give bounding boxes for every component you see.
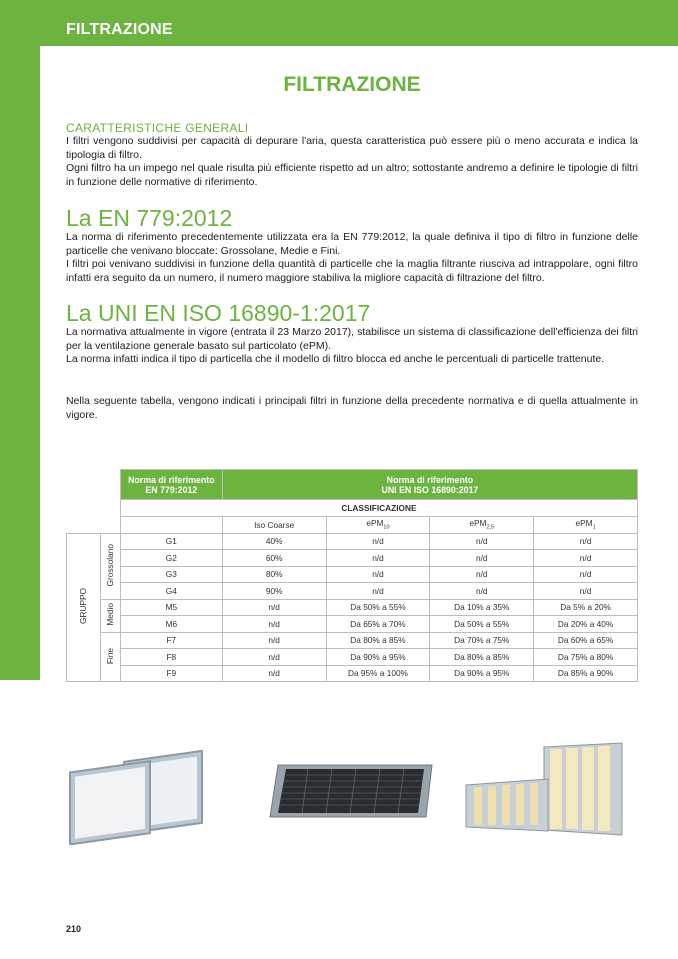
general-paragraph-1: I filtri vengono suddivisi per capacità di depurare l'aria, questa caratteristica può essere più o meno accurata e indica la tipologia di filtro. [66,135,638,161]
cell-cls: G4 [120,583,222,600]
cell-epm10: Da 90% a 95% [326,649,430,666]
filter-classification-table [66,469,638,682]
side-band [0,0,40,680]
cell-epm1: n/d [534,550,638,567]
group-label-cell: GRUPPO [67,533,101,682]
group-fine-cell: Fine [100,632,120,682]
cell-coarse: n/d [222,599,326,616]
cell-epm25: n/d [430,533,534,550]
general-paragraph-2: Ogni filtro ha un impego nel quale risulta più efficiente rispetto ad un altro; sottostante andremo a definire le tipologie di filtri in funzione delle normative di riferimento. [66,162,638,188]
en779-section [66,205,638,285]
col-epm1: ePM$_1$ [534,517,638,534]
table-intro [66,395,638,422]
table-row [67,566,638,583]
cell-epm1: n/d [534,566,638,583]
classification-label: CLASSIFICAZIONE [120,500,637,517]
cell-cls: G1 [120,533,222,550]
iso16890-paragraph-1: La normativa attualmente in vigore (entrata il 23 Marzo 2017), stabilisce un sistema di classificazione dell'efficienza dei filtri per la ventilazione generale basato sul particolato (ePM). [66,326,638,352]
cell-epm25: Da 50% a 55% [430,616,534,633]
table-row [67,665,638,682]
cell-epm10: Da 65% a 70% [326,616,430,633]
table-intro-text: Nella seguente tabella, vengono indicati i principali filtri in funzione della precedente normativa e di quella attualmente in vigore. [66,395,638,421]
page-number: 210 [66,924,82,934]
cell-epm10: Da 50% a 55% [326,599,430,616]
cell-epm10: n/d [326,583,430,600]
col-epm10: ePM$_{10}$ [326,517,430,534]
panel-filter-front [70,761,150,844]
cell-coarse: n/d [222,649,326,666]
en779-paragraph-2: I filtri poi venivano suddivisi in funzione della quantità di particelle che la maglia filtrante riusciva ad intrappolare, ogni filtro infatti era seguito da un numero, il numero maggiore stabiliva la migliore capacità di filtrazione del filtro. [66,258,638,284]
table-row [67,550,638,567]
grid-filter-image [268,735,438,825]
cell-epm25: n/d [430,566,534,583]
table-row [67,632,638,649]
iso16890-paragraph-2: La norma infatti indica il tipo di particella che il modello di filtro blocca ed anche le percentuali di particelle trattenute. [66,353,605,366]
iso16890-heading: La UNI EN ISO 16890-1:2017 [66,300,371,326]
cell-epm1: Da 5% a 20% [534,599,638,616]
cell-cls: F8 [120,649,222,666]
table-row [67,583,638,600]
cell-epm10: n/d [326,550,430,567]
section-label: FILTRAZIONE [66,21,173,38]
group-coarse-cell: Grossolano [100,533,120,599]
cell-cls: F7 [120,632,222,649]
cell-epm10: n/d [326,566,430,583]
cell-coarse: n/d [222,616,326,633]
en779-paragraph-1: La norma di riferimento precedentemente utilizzata era la EN 779:2012, la quale definiva il tipo di filtro in funzione delle particelle che venivano bloccate: Grossolane, Medie e Fini. [66,231,638,257]
cell-epm1: Da 75% a 80% [534,649,638,666]
general-section [66,121,638,189]
cell-coarse: 90% [222,583,326,600]
table-row [67,533,638,550]
table-row [67,649,638,666]
cell-epm25: Da 10% a 35% [430,599,534,616]
cell-epm1: Da 20% a 40% [534,616,638,633]
cell-cls: M6 [120,616,222,633]
general-subheading: CARATTERISTICHE GENERALI [66,121,249,135]
classification-row [67,500,638,517]
col-iso-coarse: Iso Coarse [222,517,326,534]
table-header-row [67,470,638,500]
cell-cls: G3 [120,566,222,583]
column-header-row [67,517,638,534]
cell-epm10: n/d [326,533,430,550]
header-en779: Norma di riferimento EN 779:2012 [120,470,222,500]
cell-epm1: Da 85% a 90% [534,665,638,682]
cell-coarse: n/d [222,665,326,682]
col-class [120,517,222,534]
pocket-filter-image [462,735,632,845]
cell-epm1: n/d [534,533,638,550]
cell-epm1: Da 60% a 65% [534,632,638,649]
cell-epm25: Da 80% a 85% [430,649,534,666]
group-medium-cell: Medio [100,599,120,632]
cell-epm25: Da 90% a 95% [430,665,534,682]
en779-heading: La EN 779:2012 [66,205,233,231]
cell-cls: G2 [120,550,222,567]
iso16890-section [66,300,638,367]
col-epm25: ePM$_{2,5}$ [430,517,534,534]
cell-epm25: n/d [430,583,534,600]
cell-coarse: 40% [222,533,326,550]
cell-epm10: Da 80% a 85% [326,632,430,649]
cell-coarse: 60% [222,550,326,567]
cell-epm25: Da 70% a 75% [430,632,534,649]
cell-coarse: n/d [222,632,326,649]
header-iso16890: Norma di riferimento UNI EN ISO 16890:2017 [222,470,637,500]
cell-coarse: 80% [222,566,326,583]
table-row [67,616,638,633]
cell-epm10: Da 95% a 100% [326,665,430,682]
panel-filter-image [66,735,206,845]
cell-cls: M5 [120,599,222,616]
table-row [67,599,638,616]
cell-epm25: n/d [430,550,534,567]
page-title: FILTRAZIONE [283,73,421,96]
cell-epm1: n/d [534,583,638,600]
cell-cls: F9 [120,665,222,682]
